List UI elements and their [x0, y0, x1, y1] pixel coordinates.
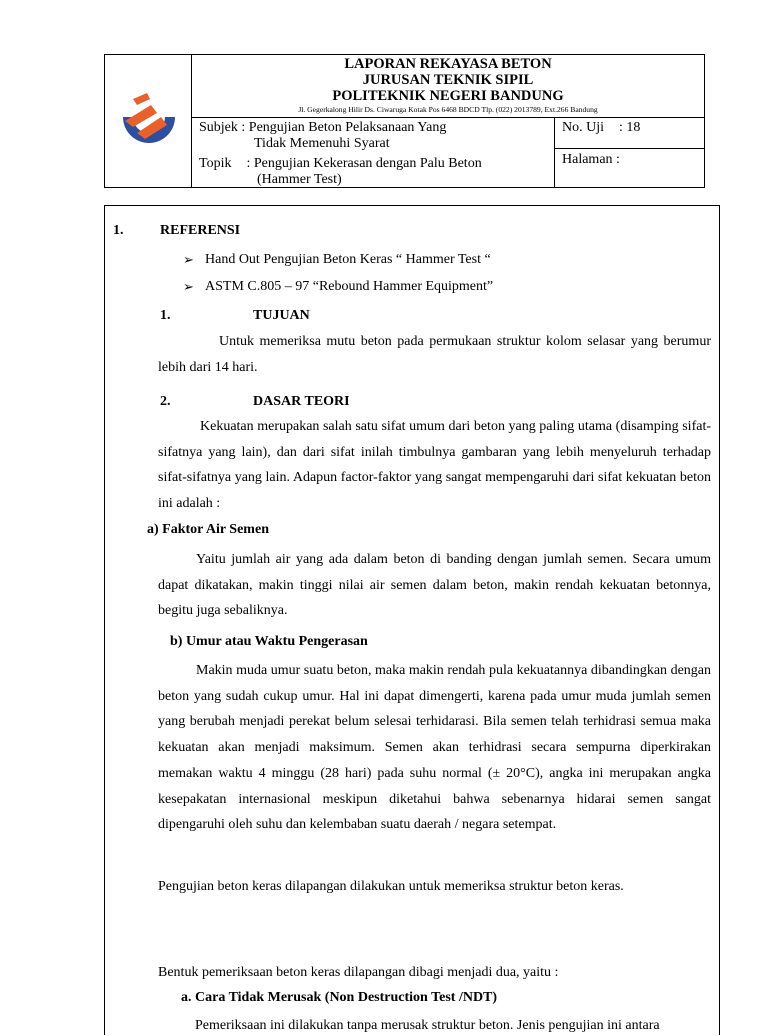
subjek-text-2: Tidak Memenuhi Syarat [254, 136, 390, 151]
tujuan-heading: TUJUAN [253, 308, 310, 323]
umur-pengerasan-heading: b) Umur atau Waktu Pengerasan [170, 634, 368, 649]
logo-cell [105, 55, 192, 187]
no-uji-colon: : [619, 120, 623, 135]
report-title: LAPORAN REKAYASA BETON [344, 56, 552, 72]
dasar-teori-number: 2. [160, 394, 171, 409]
cara-tidak-merusak-paragraph: Pemeriksaan ini dilakukan tanpa merusak struktur beton. Jenis pengujian ini antara [195, 1018, 660, 1033]
subjek-text-1: Pengujian Beton Pelaksanaan Yang [248, 120, 447, 135]
no-uji-value: 18 [626, 120, 641, 135]
bullet-arrow-icon: ➢ [183, 279, 194, 294]
subject-cell [192, 118, 555, 187]
cara-tidak-merusak-heading: a. Cara Tidak Merusak (Non Destruction Test /NDT) [181, 990, 498, 1005]
tujuan-number: 1. [160, 308, 171, 323]
dasar-teori-paragraph: Kekuatan merupakan salah satu sifat umum dari beton yang paling utama (disamping sifat-sifatnya yang lain), dan dari sifat inilah timbulnya gambaran yang lebih menyeluruh terhadap sifat-sifatnya yang lain. Adapun factor-faktor yang sangat mempengaruhi dari sifat kekuatan beton ini adalah : [158, 419, 711, 512]
pengujian-paragraph: Pengujian beton keras dilapangan dilakukan untuk memeriksa struktur beton keras. [158, 879, 624, 894]
header-right-column [555, 118, 704, 187]
subjek-label: Subjek : [199, 120, 246, 135]
dasar-teori-heading: DASAR TEORI [253, 394, 350, 409]
tujuan-paragraph: Untuk memeriksa mutu beton pada permukaan struktur kolom selasar yang berumur lebih dari 14 hari. [158, 334, 711, 375]
no-uji-cell [555, 118, 704, 149]
topik-text-2: (Hammer Test) [257, 172, 342, 187]
umur-pengerasan-paragraph: Makin muda umur suatu beton, maka makin rendah pula kekuatannya dibandingkan dengan beton yang sudah cukup umur. Hal ini dapat dimengerti, karena pada umur muda jumlah semen yang berubah menjadi perekat belum selesai terhidarasi. Bila semen telah terhidrasi semua maka kekuatan akan menjadi maksimum. Semen akan terhidrasi secara sempurna diperkirakan memakan waktu 4 minggu (28 hari) pada suhu normal (± 20°C), angka ini merupakan angka kesepakatan internasional meskipun diketahui bahwa sebenarnya hidarai semen sangat dipengaruhi oleh suhu dan kelembaban suatu daerah / negara setempat. [158, 663, 711, 833]
reference-item-2: ASTM C.805 – 97 “Rebound Hammer Equipment” [205, 279, 494, 294]
referensi-heading: REFERENSI [160, 223, 241, 238]
referensi-number: 1. [113, 223, 124, 238]
report-header [104, 54, 705, 188]
bullet-arrow-icon: ➢ [183, 252, 194, 267]
reference-item-1: Hand Out Pengujian Beton Keras “ Hammer Test “ [205, 252, 491, 267]
topik-colon: : [246, 156, 251, 171]
faktor-air-semen-paragraph: Yaitu jumlah air yang ada dalam beton di banding dengan jumlah semen. Secara umum dapat dikatakan, makin tinggi nilai air semen dalam beton, makin rendah kekuatan betonnya, begitu juga sebaliknya. [158, 552, 711, 619]
department-title: JURUSAN TEKNIK SIPIL [362, 72, 534, 88]
topik-label: Topik [199, 156, 232, 171]
header-title-block [192, 55, 704, 118]
bentuk-paragraph: Bentuk pemeriksaan beton keras dilapangan dibagi menjadi dua, yaitu : [158, 965, 559, 980]
halaman-label: Halaman : [562, 152, 620, 167]
halaman-cell [555, 149, 704, 168]
topik-text-1: Pengujian Kekerasan dengan Palu Beton [253, 156, 482, 171]
no-uji-label: No. Uji [562, 120, 604, 135]
faktor-air-semen-heading: a) Faktor Air Semen [147, 522, 269, 537]
institution-address: Jl. Gegerkalong Hilir Ds. Ciwaruga Kotak Pos 6468 BDCD Tlp. (022) 2013789, Ext.266 Bandung [298, 105, 598, 114]
institution-title: POLITEKNIK NEGERI BANDUNG [332, 88, 564, 104]
polban-logo-icon [117, 91, 181, 155]
document-body [104, 205, 720, 1035]
